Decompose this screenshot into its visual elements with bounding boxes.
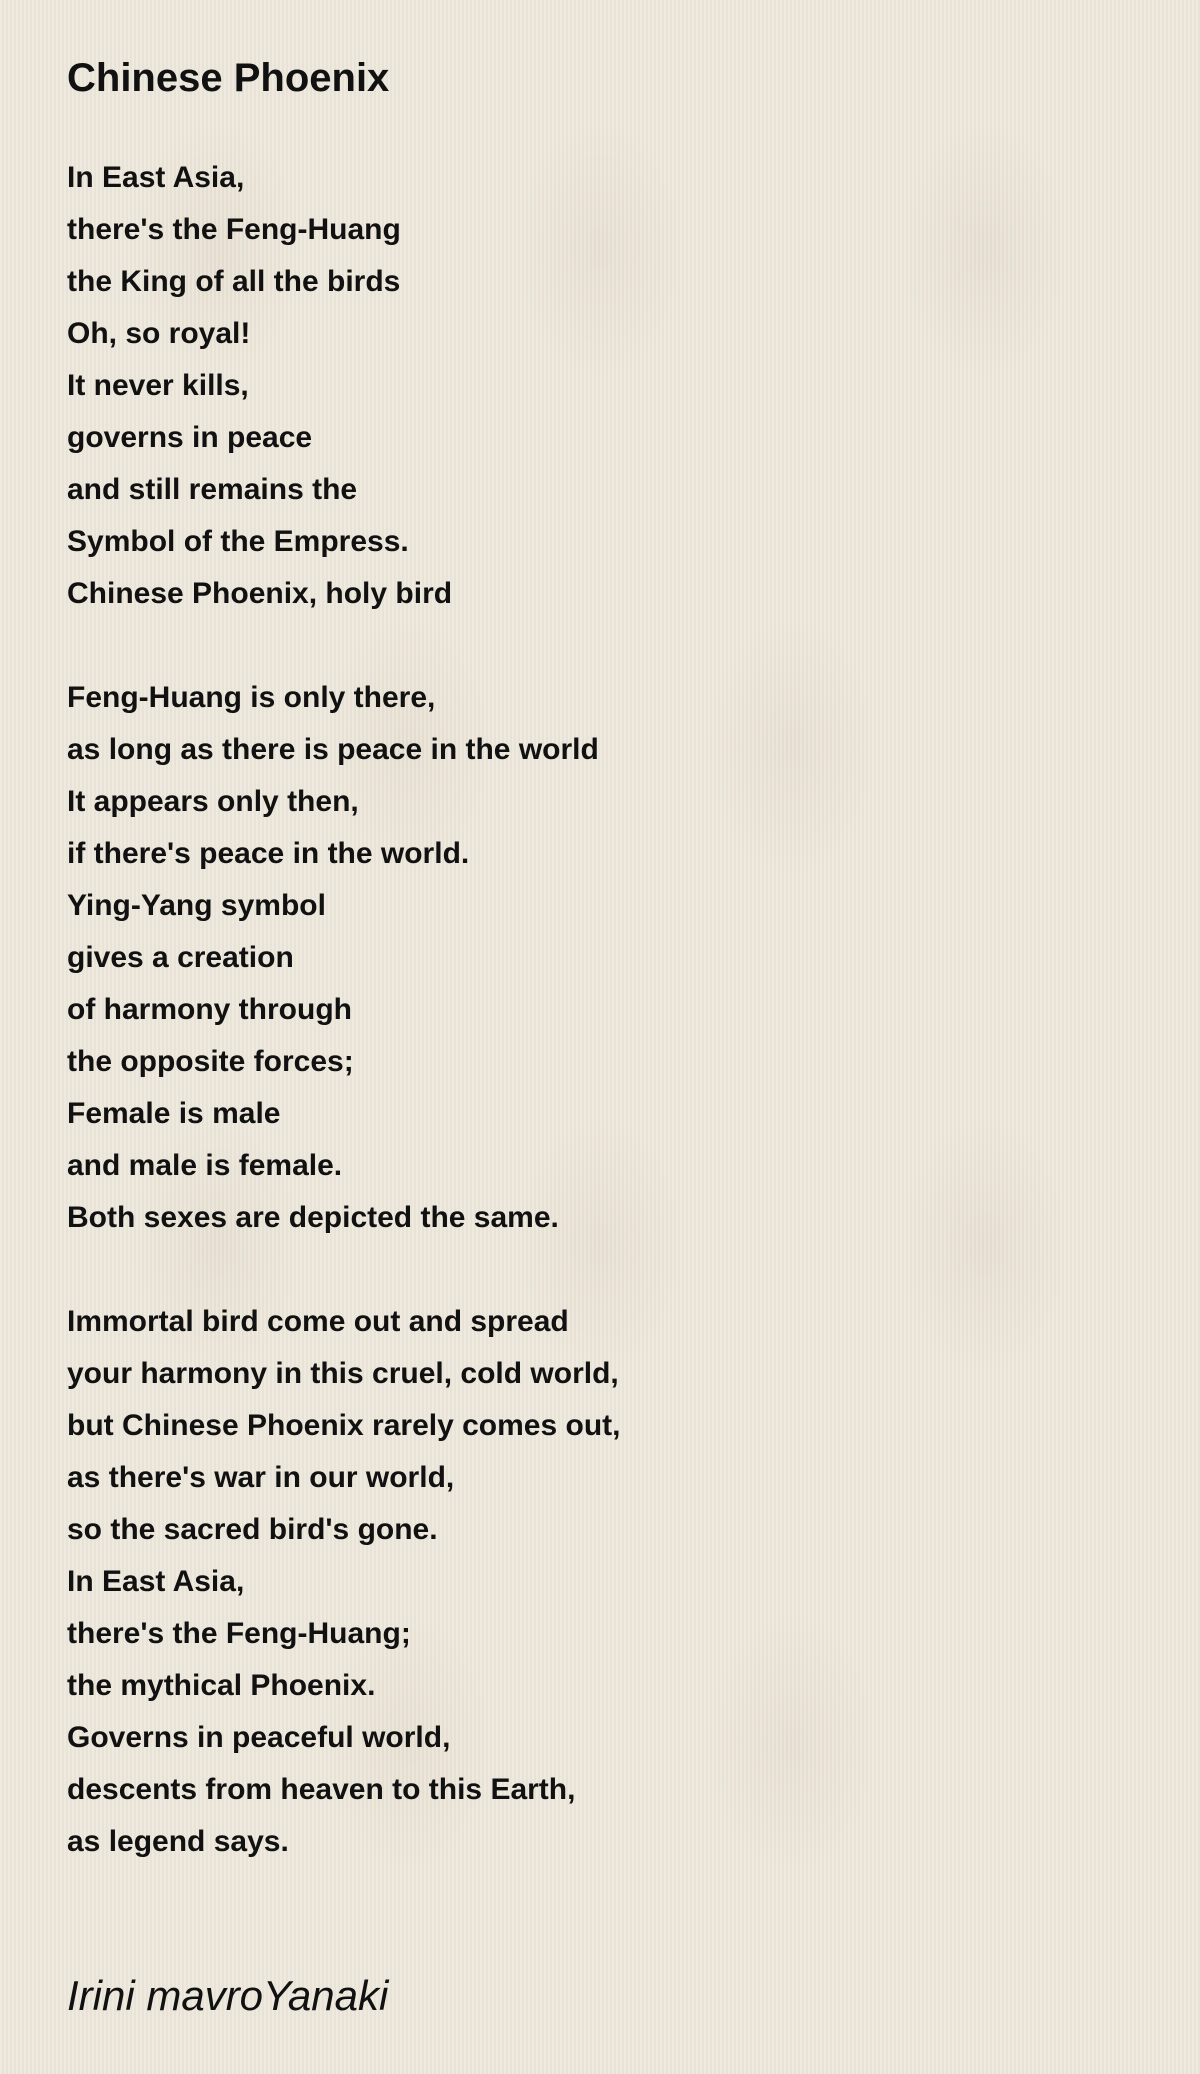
poem-line: the opposite forces; <box>67 1045 354 1078</box>
stanza-2 <box>67 672 1147 1244</box>
poem-line: there's the Feng-Huang; <box>67 1617 411 1650</box>
poem-line: the King of all the birds <box>67 265 401 298</box>
poem-line: It appears only then, <box>67 785 359 818</box>
poem-line: Chinese Phoenix, holy bird <box>67 577 453 610</box>
poem-line: and male is female. <box>67 1149 343 1182</box>
poem-body <box>67 152 1147 1868</box>
poem-line: In East Asia, <box>67 1565 245 1598</box>
stanza-3 <box>67 1296 1147 1868</box>
poem-line: if there's peace in the world. <box>67 837 470 870</box>
poem-line: It never kills, <box>67 369 249 402</box>
poem-line: Both sexes are depicted the same. <box>67 1201 559 1234</box>
poem-line: descents from heaven to this Earth, <box>67 1773 576 1806</box>
stanza-break <box>67 620 1147 672</box>
stanza-1 <box>67 152 1147 620</box>
poem-line: the mythical Phoenix. <box>67 1669 376 1702</box>
poem-line: Oh, so royal! <box>67 317 251 350</box>
poem-line: there's the Feng-Huang <box>67 213 401 246</box>
poem-title: Chinese Phoenix <box>67 56 390 100</box>
poem-line: and still remains the <box>67 473 358 506</box>
poem-line: governs in peace <box>67 421 313 454</box>
poem-line: gives a creation <box>67 941 294 974</box>
poem-container <box>67 48 1147 1868</box>
poem-line: but Chinese Phoenix rarely comes out, <box>67 1409 621 1442</box>
stanza-break <box>67 1244 1147 1296</box>
poem-line: Ying-Yang symbol <box>67 889 326 922</box>
poem-line: your harmony in this cruel, cold world, <box>67 1357 619 1390</box>
poem-line: Feng-Huang is only there, <box>67 681 436 714</box>
poem-author: Irini mavroYanaki <box>67 1972 389 2019</box>
poem-line: In East Asia, <box>67 161 245 194</box>
poem-line: as long as there is peace in the world <box>67 733 599 766</box>
poem-line: Governs in peaceful world, <box>67 1721 451 1754</box>
poem-line: Immortal bird come out and spread <box>67 1305 569 1338</box>
poem-line: so the sacred bird's gone. <box>67 1513 438 1546</box>
poem-line: of harmony through <box>67 993 352 1026</box>
poem-line: Female is male <box>67 1097 281 1130</box>
poem-line: as legend says. <box>67 1825 289 1858</box>
poem-line: as there's war in our world, <box>67 1461 455 1494</box>
poem-line: Symbol of the Empress. <box>67 525 409 558</box>
